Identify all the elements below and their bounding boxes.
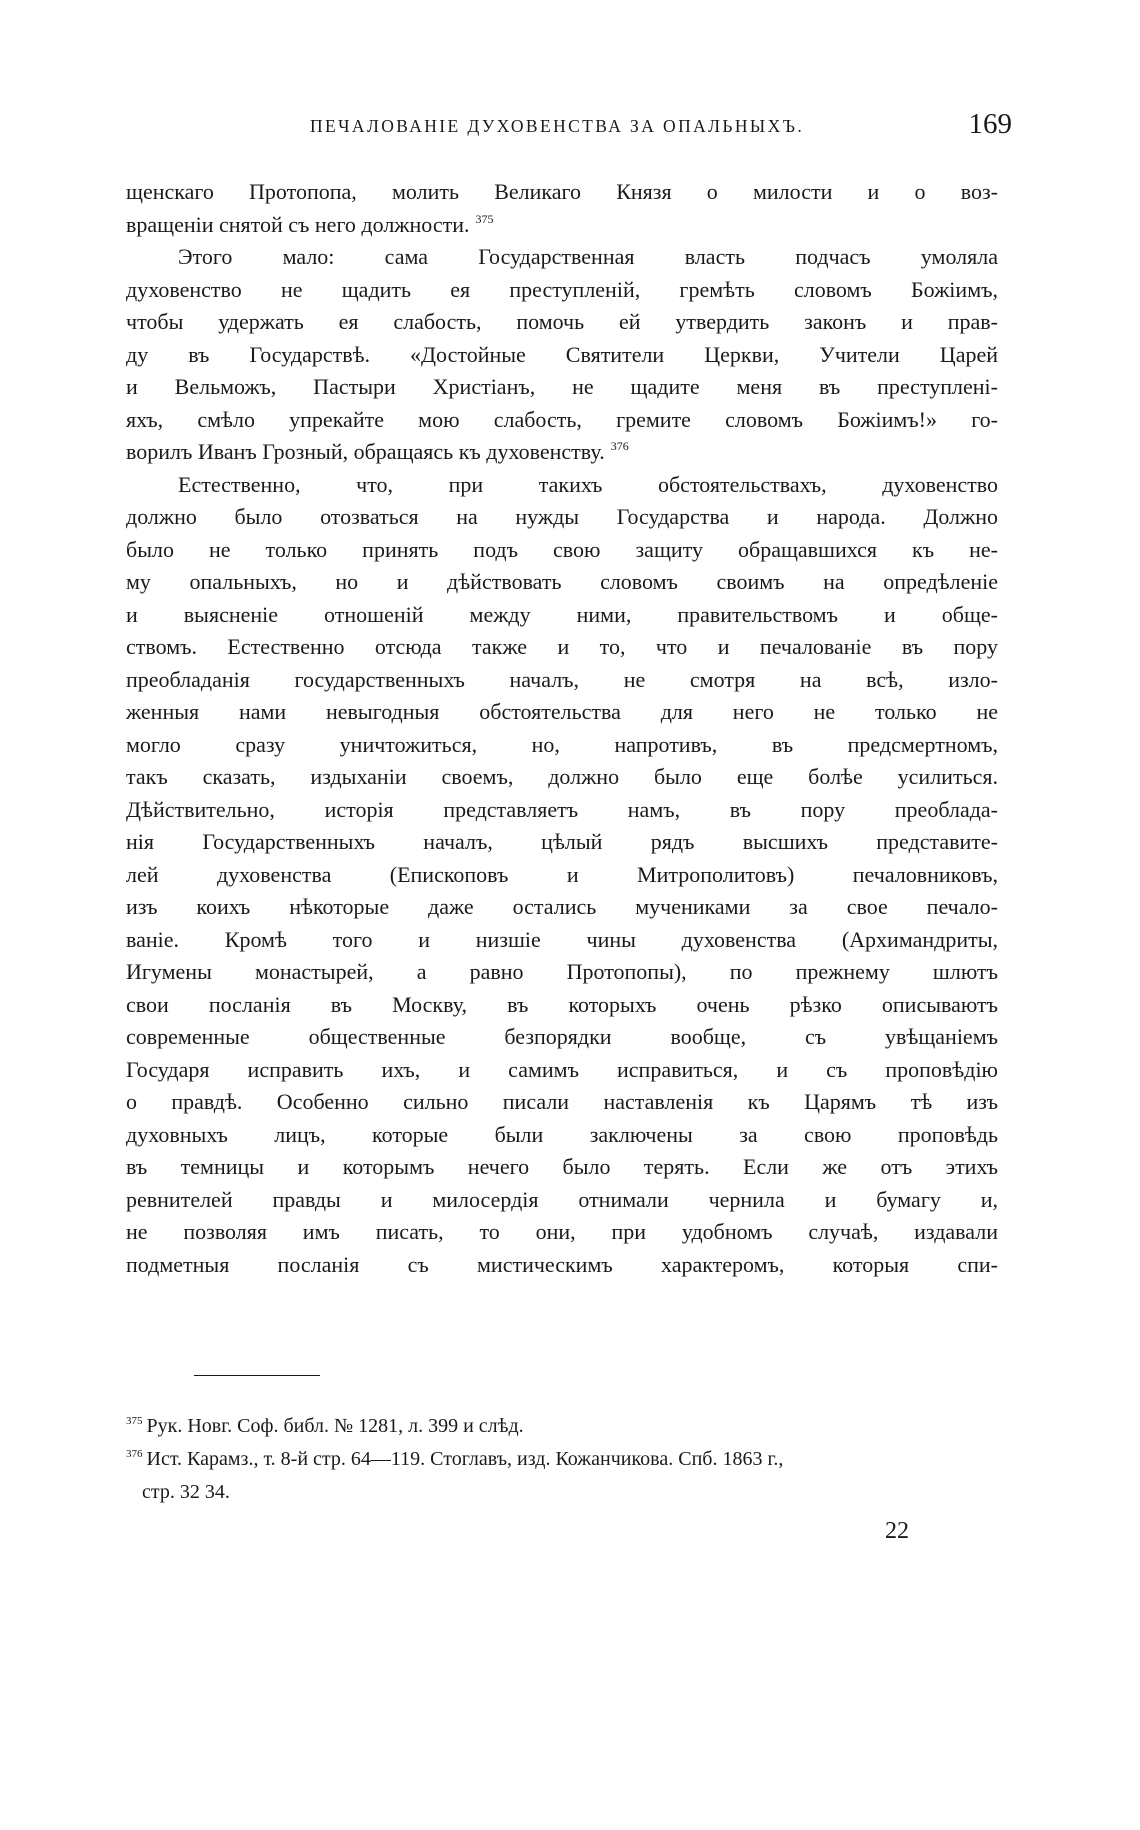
- text-line: было не только принять подъ свою защиту обращавшихся къ не-: [126, 536, 998, 562]
- text-line: чтобы удержать ея слабость, помочь ей утвердить законъ и прав-: [126, 309, 998, 334]
- text-line: изъ коихъ нѣкоторые даже остались мучениками за свое печало-: [126, 894, 998, 919]
- signature-mark: 22: [885, 1518, 909, 1544]
- footnote-376-continuation: стр. 32 34.: [142, 1481, 230, 1503]
- text-line: яхъ, смѣло упрекайте мою слабость, гремите словомъ Божіимъ!» го-: [126, 406, 998, 432]
- text-line: щенскаго Протопопа, молить Великаго Князя о милости и о воз-: [126, 179, 998, 204]
- text-line: Игумены монастырей, а равно Протопопы), по прежнему шлютъ: [126, 959, 998, 984]
- footnote-mark: 375: [126, 1415, 143, 1427]
- text-line: Естественно, что, при такихъ обстоятельствахъ, духовенство: [178, 471, 998, 497]
- body-text: [126, 176, 998, 1281]
- text-line: ваніе. Кромѣ того и низшіе чины духовенства (Архимандриты,: [126, 926, 998, 952]
- footnote-375: [126, 1410, 998, 1443]
- text-line: о правдѣ. Особенно сильно писали наставленія къ Царямъ тѣ изъ: [126, 1089, 998, 1114]
- text-line: такъ сказать, издыханіи своемъ, должно было еще болѣе усилиться.: [126, 764, 998, 789]
- text-line: могло сразу уничтожиться, но, напротивъ, въ предсмертномъ,: [126, 731, 998, 757]
- text-line: и Вельможъ, Пастыри Христіанъ, не щадите меня въ преступленi-: [126, 374, 998, 399]
- text-line: въ темницы и которымъ нечего было терять. Если же отъ этихъ: [126, 1154, 998, 1179]
- running-title: ПЕЧАЛОВАНІЕ ДУХОВЕНСТВА ЗА ОПАЛЬНЫХЪ.: [310, 116, 805, 136]
- text-line: духовныхъ лицъ, которые были заключены за свою проповѣдь: [126, 1121, 998, 1147]
- text-line: должно было отозваться на нужды Государства и народа. Должно: [126, 504, 998, 529]
- text-line: и выясненіе отношеній между ними, правительствомъ и обще-: [126, 601, 998, 627]
- text-line-with-note: [126, 436, 998, 469]
- text-line: не позволяя имъ писать, то они, при удобномъ случаѣ, издавали: [126, 1219, 998, 1244]
- text-line: Этого мало: сама Государственная власть подчасъ умоляла: [178, 244, 998, 269]
- page-number: 169: [968, 108, 1012, 140]
- text-line: Дѣйствительно, исторія представляетъ намъ, въ пору преоблада-: [126, 796, 998, 822]
- text-line: ду въ Государствѣ. «Достойные Святители Церкви, Учители Царей: [126, 341, 998, 367]
- footnote-mark: 376: [126, 1448, 143, 1460]
- text-line-content: ворилъ Иванъ Грозный, обращаясь къ духовенству.: [126, 439, 605, 464]
- text-line: преобладанія государственныхъ началъ, не смотря на всѣ, изло-: [126, 666, 998, 692]
- text-line: ревнителей правды и милосердія отнимали чернила и бумагу и,: [126, 1186, 998, 1212]
- text-line: свои посланія въ Москву, въ которыхъ очень рѣзко описываютъ: [126, 991, 998, 1017]
- text-line: Государя исправить ихъ, и самимъ исправиться, и съ проповѣдію: [126, 1056, 998, 1082]
- text-line: духовенство не щадить ея преступленій, гремѣть словомъ Божіимъ,: [126, 276, 998, 302]
- text-line: подметныя посланія съ мистическимъ характеромъ, которыя спи-: [126, 1251, 998, 1277]
- text-line: современные общественные безпорядки вообще, съ увѣщаніемъ: [126, 1024, 998, 1049]
- text-line: ствомъ. Естественно отсюда также и то, что и печалованіе въ пору: [126, 634, 998, 659]
- footnote-text: Рук. Новг. Соф. библ. № 1281, л. 399 и слѣд.: [146, 1415, 524, 1437]
- footnote-rule: [194, 1375, 320, 1376]
- text-line: женныя нами невыгодныя обстоятельства для него не только не: [126, 699, 998, 724]
- running-head: [126, 108, 1018, 148]
- text-line-content: вращеніи снятой съ него должности.: [126, 211, 470, 237]
- footnote-376: [126, 1443, 998, 1476]
- text-line: лей духовенства (Епископовъ и Митрополитовъ) печаловниковъ,: [126, 861, 998, 887]
- footnote-text: Ист. Карамз., т. 8-й стр. 64—119. Стоглавъ, изд. Кожанчикова. Спб. 1863 г.,: [146, 1448, 784, 1470]
- text-line-with-note: [126, 209, 998, 242]
- note-ref-376: 376: [610, 439, 629, 453]
- text-line: нія Государственныхъ началъ, цѣлый рядъ высшихъ представите-: [126, 829, 998, 854]
- note-ref-375: 375: [475, 211, 494, 226]
- footnotes: [126, 1410, 998, 1509]
- text-line: му опальныхъ, но и дѣйствовать словомъ своимъ на опредѣленіе: [126, 569, 998, 594]
